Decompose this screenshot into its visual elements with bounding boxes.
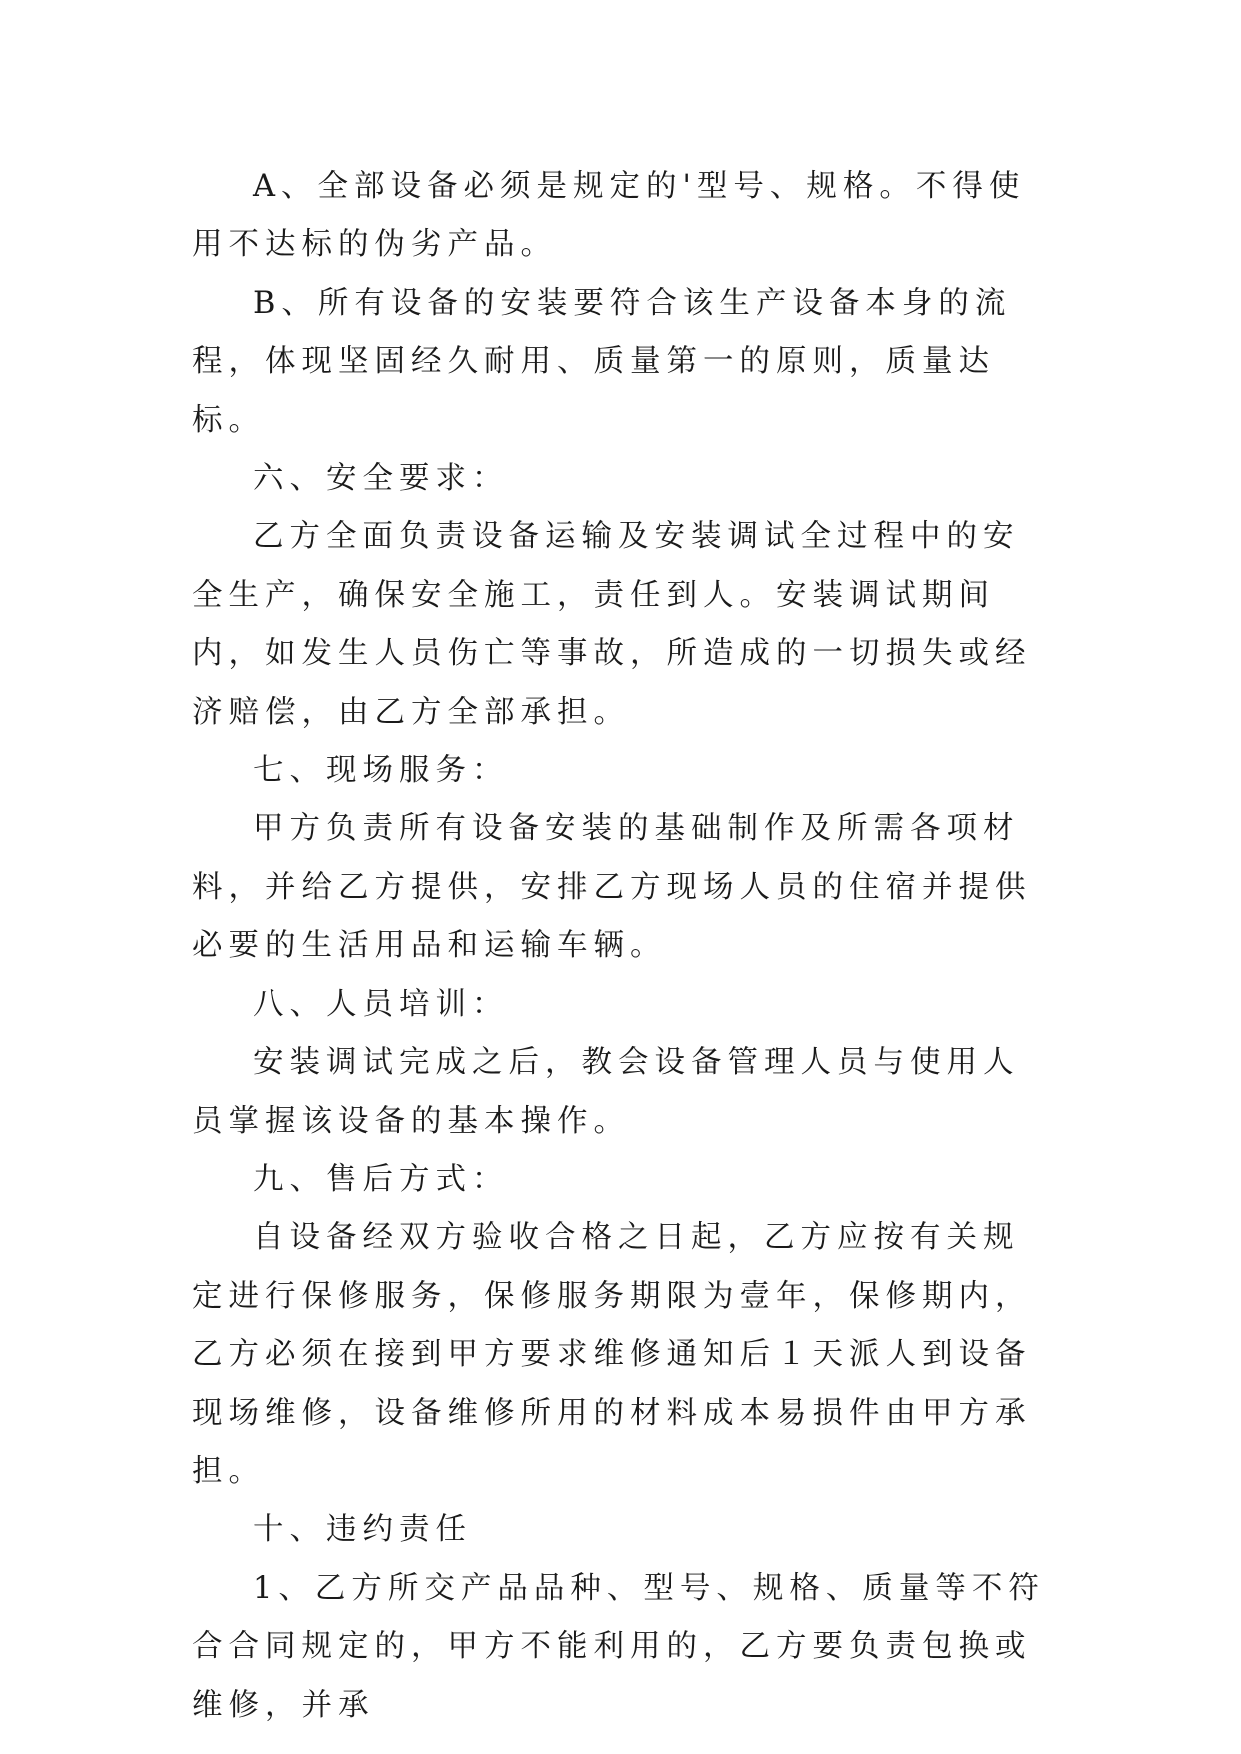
section-9-heading: 九、售后方式：: [253, 1161, 509, 1197]
section-10-item-1-paragraph: 1、乙方所交产品品种、型号、规格、质量等不符合合同规定的，甲方不能利用的，乙方要负责包换或维修，并承: [192, 1570, 1045, 1723]
section-6-heading: 六、安全要求：: [253, 461, 509, 497]
section-8-heading: 八、人员培训：: [253, 986, 509, 1022]
section-7-heading: 七、现场服务：: [253, 753, 509, 789]
section-9-paragraph: 自设备经双方验收合格之日起，乙方应按有关规定进行保修服务，保修服务期限为壹年，保修期内，乙方必须在接到甲方要求维修通知后１天派人到设备现场维修，设备维修所用的材料成本易损件由甲方承担。: [192, 1220, 1032, 1489]
document-body: [192, 158, 1054, 1735]
section-10-heading: 十、违约责任: [253, 1512, 472, 1548]
clause-b-paragraph: B、所有设备的安装要符合该生产设备本身的流程，体现坚固经久耐用、质量第一的原则，质量达标。: [192, 285, 1012, 438]
section-6-paragraph: 乙方全面负责设备运输及安装调试全过程中的安全生产，确保安全施工，责任到人。安装调试期间内，如发生人员伤亡等事故，所造成的一切损失或经济赔偿，由乙方全部承担。: [192, 519, 1032, 730]
clause-a-paragraph: A、全部设备必须是规定的'型号、规格。不得使用不达标的伪劣产品。: [192, 169, 1026, 263]
section-8-paragraph: 安装调试完成之后，教会设备管理人员与使用人员掌握该设备的基本操作。: [192, 1045, 1020, 1139]
section-7-paragraph: 甲方负责所有设备安装的基础制作及所需各项材料，并给乙方提供，安排乙方现场人员的住宿并提供必要的生活用品和运输车辆。: [192, 811, 1032, 964]
